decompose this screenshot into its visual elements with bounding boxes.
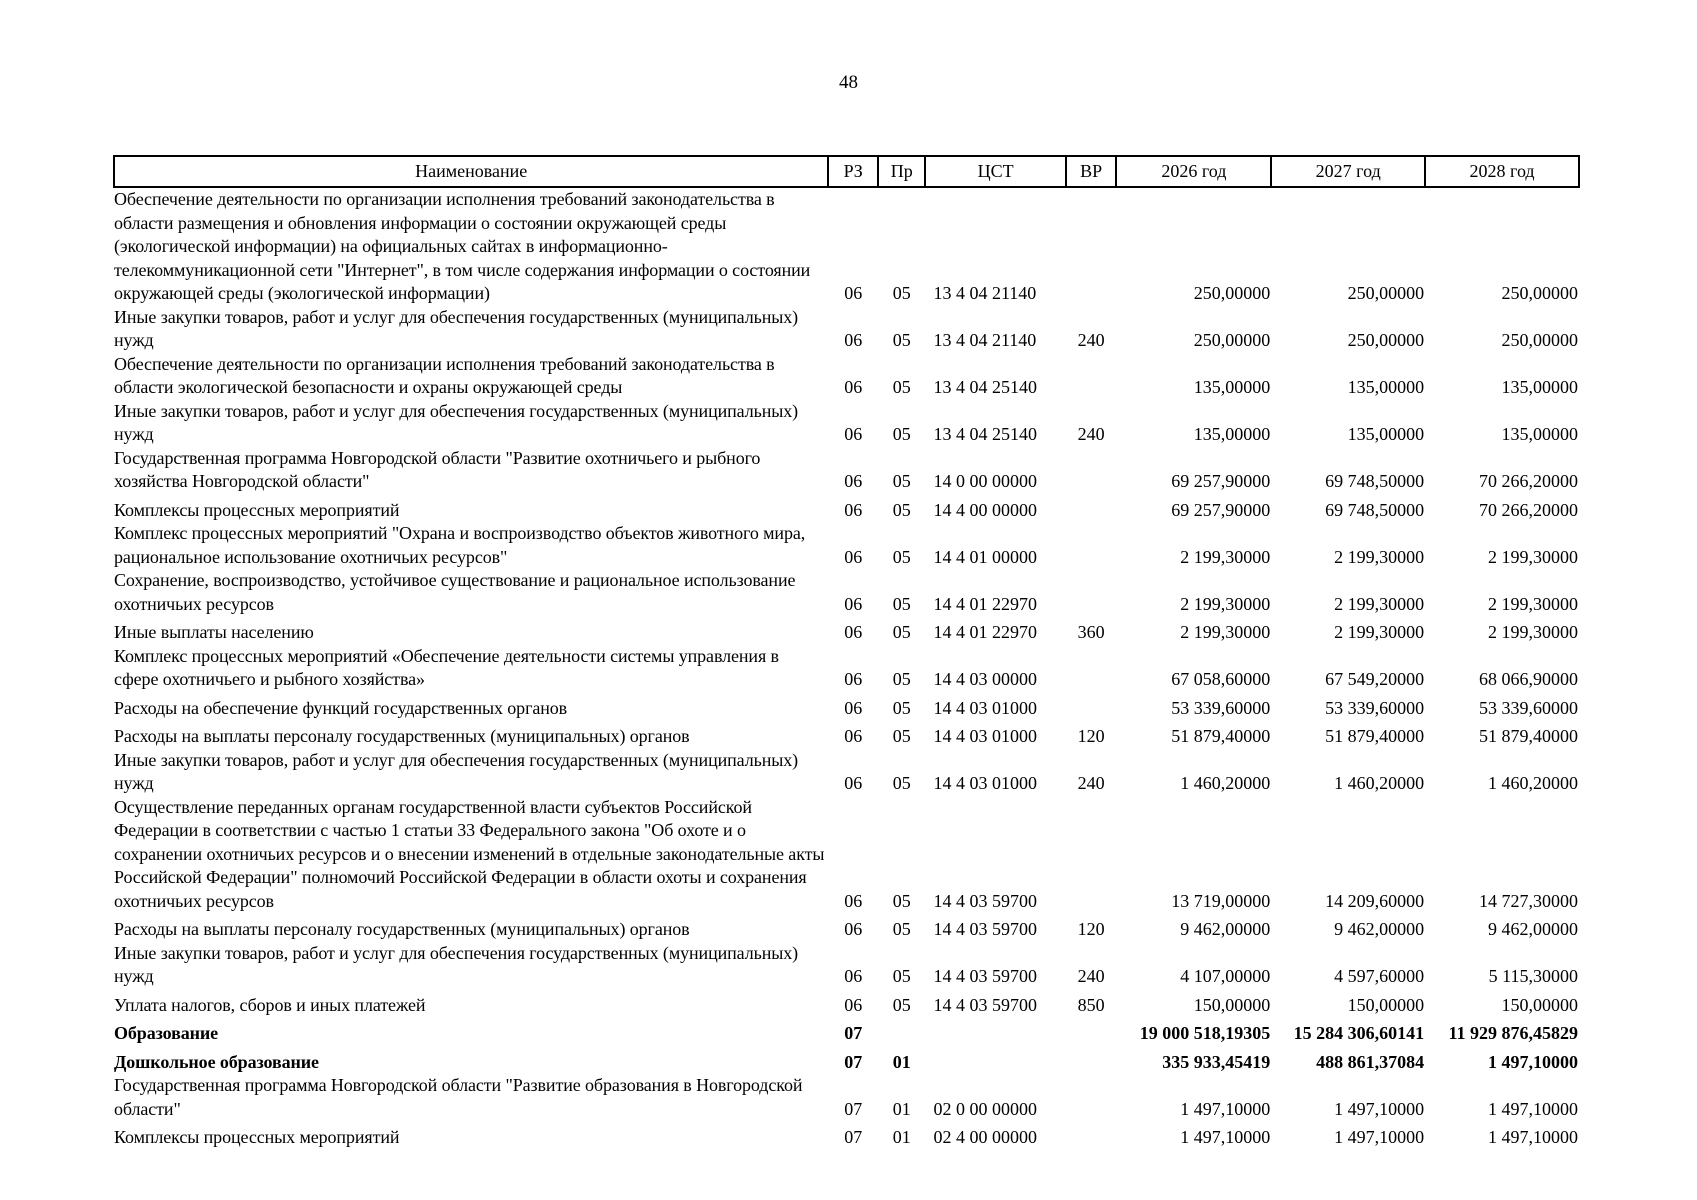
row-vr [1066, 1017, 1117, 1046]
row-cst: 02 4 00 00000 [933, 1127, 1037, 1147]
row-name: Комплекс процессных мероприятий "Охрана и воспроизводство объектов животного мира, рациональное использование охотничьих ресурсов" [114, 523, 806, 567]
row-cst: 13 4 04 21140 [933, 330, 1037, 350]
table-row [114, 645, 1579, 692]
row-2027: 2 199,30000 [1334, 593, 1425, 614]
row-2026: 1 460,20000 [1180, 773, 1271, 793]
row-2028: 2 199,30000 [1488, 546, 1578, 567]
row-2027: 150,00000 [1347, 994, 1425, 1015]
row-cst: 14 4 03 00000 [933, 669, 1037, 689]
row-2026: 69 257,90000 [1171, 471, 1271, 491]
row-cst: 14 4 00 00000 [933, 499, 1037, 520]
table-row [114, 913, 1579, 942]
row-2026: 19 000 518,19305 [1139, 1023, 1271, 1043]
row-vr: 240 [1077, 330, 1105, 350]
row-2026: 250,00000 [1193, 330, 1271, 350]
row-rz: 06 [844, 471, 863, 491]
row-2028: 51 879,40000 [1479, 726, 1578, 746]
row-rz: 06 [844, 622, 863, 642]
row-2028: 150,00000 [1501, 994, 1578, 1015]
row-name: Государственная программа Новгородской области "Развитие образования в Новгородской области" [114, 1075, 803, 1119]
row-2026: 67 058,60000 [1171, 669, 1271, 689]
row-rz: 06 [844, 773, 863, 793]
row-rz: 06 [844, 966, 863, 986]
table-row [114, 720, 1579, 749]
row-pr: 05 [892, 726, 911, 746]
row-2027: 14 209,60000 [1325, 890, 1425, 911]
row-2027: 51 879,40000 [1325, 726, 1425, 746]
row-2026: 135,00000 [1193, 424, 1271, 444]
row-rz: 06 [844, 994, 863, 1015]
row-2026: 4 107,00000 [1180, 966, 1271, 986]
row-2026: 150,00000 [1193, 994, 1271, 1015]
table-body [114, 187, 1579, 1150]
row-vr [1066, 569, 1117, 616]
header-name: Наименование [114, 156, 828, 187]
row-name: Обеспечение деятельности по организации исполнения требований законодательства в области экологической безопасности и охраны окружающей среды [114, 353, 775, 397]
page-number: 48 [839, 72, 858, 93]
row-2028: 14 727,30000 [1479, 890, 1578, 911]
row-vr [1066, 353, 1117, 400]
row-2028: 53 339,60000 [1479, 697, 1578, 718]
row-2027: 69 748,50000 [1325, 471, 1425, 491]
row-cst: 14 0 00 00000 [933, 471, 1037, 491]
header-2026: 2026 год [1116, 156, 1271, 187]
table-row [114, 494, 1579, 523]
row-cst: 02 0 00 00000 [933, 1098, 1037, 1119]
header-rz: РЗ [828, 156, 878, 187]
row-2026: 2 199,30000 [1180, 546, 1271, 567]
row-2027: 67 549,20000 [1325, 669, 1425, 689]
row-vr [1066, 187, 1117, 306]
row-pr: 05 [892, 773, 911, 793]
row-pr: 05 [892, 546, 911, 567]
header-vr: ВР [1066, 156, 1117, 187]
row-name: Комплекс процессных мероприятий «Обеспечение деятельности системы управления в сфере охотничьего и рыбного хозяйства» [114, 645, 779, 689]
table-row [114, 1121, 1579, 1150]
row-2028: 250,00000 [1501, 330, 1578, 350]
row-cst [925, 1046, 1065, 1075]
row-2027: 53 339,60000 [1325, 697, 1425, 718]
row-vr: 240 [1077, 424, 1105, 444]
row-pr: 05 [892, 622, 911, 642]
row-vr: 120 [1077, 726, 1105, 746]
row-name: Иные закупки товаров, работ и услуг для обеспечения государственных (муниципальных) нужд [114, 306, 799, 350]
row-pr: 05 [892, 593, 911, 614]
row-vr [1066, 522, 1117, 569]
row-pr: 01 [892, 1127, 911, 1147]
row-2028: 5 115,30000 [1488, 966, 1578, 986]
row-2028: 1 497,10000 [1488, 1051, 1578, 1072]
row-cst: 14 4 03 59700 [933, 919, 1037, 939]
table-row [114, 306, 1579, 353]
row-vr: 120 [1077, 919, 1105, 939]
row-cst: 14 4 03 01000 [933, 697, 1037, 718]
row-cst: 14 4 01 22970 [933, 622, 1037, 642]
row-vr [1066, 692, 1117, 721]
row-2026: 1 497,10000 [1180, 1098, 1271, 1119]
row-vr [1066, 1074, 1117, 1121]
row-rz: 06 [844, 726, 863, 746]
row-vr [1066, 447, 1117, 494]
row-2028: 11 929 876,45829 [1448, 1023, 1578, 1043]
row-rz: 06 [844, 593, 863, 614]
row-rz: 06 [844, 424, 863, 444]
row-2028: 1 460,20000 [1488, 773, 1578, 793]
row-pr: 05 [892, 499, 911, 520]
row-cst: 14 4 01 00000 [933, 546, 1037, 567]
row-2026: 1 497,10000 [1180, 1127, 1271, 1147]
row-name: Иные выплаты населению [114, 622, 314, 642]
table-row [114, 749, 1579, 796]
row-2028: 1 497,10000 [1488, 1127, 1578, 1147]
row-cst: 14 4 01 22970 [933, 593, 1037, 614]
row-2026: 335 933,45419 [1162, 1051, 1271, 1072]
row-cst: 14 4 03 59700 [933, 890, 1037, 911]
row-name: Обеспечение деятельности по организации исполнения требований законодательства в области размещения и обновления информации о состоянии окружающей среды (экологической информации) на официальных сайтах в информационно-телекоммуникационной сети "Интернет", в том числе содержания информации о состоянии окружающей среды (экологической информации) [114, 189, 811, 303]
row-name: Комплексы процессных мероприятий [114, 1127, 400, 1147]
row-pr: 05 [892, 669, 911, 689]
row-cst: 14 4 03 01000 [933, 773, 1037, 793]
row-2027: 135,00000 [1347, 377, 1425, 397]
budget-table [113, 155, 1580, 1150]
header-cst: ЦСТ [925, 156, 1065, 187]
header-2028: 2028 год [1425, 156, 1579, 187]
row-name: Государственная программа Новгородской области "Развитие охотничьего и рыбного хозяйства Новгородской области" [114, 447, 761, 491]
row-pr: 05 [892, 994, 911, 1015]
row-vr: 240 [1077, 773, 1105, 793]
row-2027: 250,00000 [1347, 330, 1425, 350]
row-rz: 06 [844, 377, 863, 397]
row-vr: 850 [1077, 994, 1105, 1015]
row-2027: 69 748,50000 [1325, 499, 1425, 520]
row-rz: 07 [844, 1023, 863, 1043]
table-header [114, 156, 1579, 187]
row-2026: 135,00000 [1193, 377, 1271, 397]
row-name: Иные закупки товаров, работ и услуг для обеспечения государственных (муниципальных) нужд [114, 942, 799, 986]
row-name: Уплата налогов, сборов и иных платежей [114, 994, 426, 1015]
row-name: Иные закупки товаров, работ и услуг для обеспечения государственных (муниципальных) нужд [114, 749, 799, 793]
row-vr: 360 [1077, 622, 1105, 642]
table-row [114, 616, 1579, 645]
row-pr: 05 [892, 283, 911, 303]
row-2028: 2 199,30000 [1488, 593, 1578, 614]
row-2026: 69 257,90000 [1171, 499, 1271, 520]
row-name: Осуществление переданных органам государственной власти субъектов Российской Федерации в соответствии с частью 1 статьи 33 Федерального закона "Об охоте и о сохранении охотничьих ресурсов и о внесении изменений в отдельные законодательные акты Российской Федерации" полномочий Российской Федерации в области охоты и сохранения охотничьих ресурсов [114, 796, 825, 911]
row-2028: 135,00000 [1501, 377, 1578, 397]
row-2027: 1 497,10000 [1334, 1098, 1425, 1119]
row-2026: 2 199,30000 [1180, 593, 1271, 614]
row-2028: 135,00000 [1501, 424, 1578, 444]
row-vr: 240 [1077, 966, 1105, 986]
row-pr: 05 [892, 919, 911, 939]
row-pr: 05 [892, 966, 911, 986]
row-2026: 250,00000 [1193, 283, 1271, 303]
row-2028: 250,00000 [1501, 283, 1578, 303]
header-pr: Пр [878, 156, 925, 187]
row-2027: 1 460,20000 [1334, 773, 1425, 793]
table-row [114, 1017, 1579, 1046]
row-pr: 05 [892, 890, 911, 911]
row-pr [878, 1017, 925, 1046]
row-2028: 2 199,30000 [1488, 622, 1578, 642]
row-name: Иные закупки товаров, работ и услуг для обеспечения государственных (муниципальных) нужд [114, 400, 799, 444]
table-row [114, 942, 1579, 989]
row-2027: 2 199,30000 [1334, 546, 1425, 567]
row-rz: 06 [844, 546, 863, 567]
table-row [114, 447, 1579, 494]
row-pr: 01 [892, 1098, 911, 1119]
row-vr [1066, 1121, 1117, 1150]
row-rz: 06 [844, 697, 863, 718]
row-2028: 9 462,00000 [1488, 919, 1578, 939]
row-pr: 05 [892, 697, 911, 718]
row-2028: 1 497,10000 [1488, 1098, 1578, 1119]
row-pr: 01 [892, 1051, 911, 1072]
row-name: Расходы на выплаты персоналу государственных (муниципальных) органов [114, 919, 690, 939]
table-row [114, 522, 1579, 569]
row-rz: 07 [844, 1127, 863, 1147]
table-row [114, 400, 1579, 447]
table-row [114, 187, 1579, 306]
table-row [114, 989, 1579, 1018]
row-name: Сохранение, воспроизводство, устойчивое существование и рациональное использование охотничьих ресурсов [114, 570, 796, 614]
row-2028: 68 066,90000 [1479, 669, 1578, 689]
table-row [114, 569, 1579, 616]
row-2026: 2 199,30000 [1180, 622, 1271, 642]
row-cst: 14 4 03 01000 [933, 726, 1037, 746]
table-row [114, 353, 1579, 400]
row-name: Образование [114, 1023, 219, 1043]
row-cst: 14 4 03 59700 [933, 966, 1037, 986]
row-2027: 2 199,30000 [1334, 622, 1425, 642]
row-rz: 06 [844, 283, 863, 303]
table-row [114, 1046, 1579, 1075]
row-rz: 06 [844, 919, 863, 939]
row-2027: 1 497,10000 [1334, 1127, 1425, 1147]
row-2027: 15 284 306,60141 [1293, 1023, 1425, 1043]
row-vr [1066, 494, 1117, 523]
row-cst: 13 4 04 21140 [933, 283, 1037, 303]
table-row [114, 796, 1579, 914]
row-vr [1066, 796, 1117, 914]
row-2026: 53 339,60000 [1171, 697, 1271, 718]
row-pr: 05 [892, 424, 911, 444]
row-rz: 06 [844, 330, 863, 350]
row-2027: 135,00000 [1347, 424, 1425, 444]
row-2027: 9 462,00000 [1334, 919, 1425, 939]
row-2028: 70 266,20000 [1479, 471, 1578, 491]
row-2027: 250,00000 [1347, 283, 1425, 303]
row-pr: 05 [892, 377, 911, 397]
row-name: Расходы на обеспечение функций государственных органов [114, 697, 568, 718]
row-name: Комплексы процессных мероприятий [114, 499, 400, 520]
row-rz: 06 [844, 669, 863, 689]
row-2028: 70 266,20000 [1479, 499, 1578, 520]
row-pr: 05 [892, 330, 911, 350]
table-row [114, 692, 1579, 721]
row-rz: 06 [844, 499, 863, 520]
row-2026: 9 462,00000 [1180, 919, 1271, 939]
row-rz: 07 [844, 1098, 863, 1119]
row-vr [1066, 1046, 1117, 1075]
row-vr [1066, 645, 1117, 692]
row-cst [925, 1017, 1065, 1046]
row-2026: 51 879,40000 [1171, 726, 1271, 746]
row-2027: 488 861,37084 [1316, 1051, 1425, 1072]
row-rz: 06 [844, 890, 863, 911]
row-cst: 13 4 04 25140 [933, 377, 1037, 397]
row-name: Расходы на выплаты персоналу государственных (муниципальных) органов [114, 726, 690, 746]
header-2027: 2027 год [1271, 156, 1425, 187]
row-rz: 07 [844, 1051, 863, 1072]
row-cst: 13 4 04 25140 [933, 424, 1037, 444]
row-cst: 14 4 03 59700 [933, 994, 1037, 1015]
row-2026: 13 719,00000 [1171, 890, 1271, 911]
row-name: Дошкольное образование [114, 1051, 319, 1072]
row-pr: 05 [892, 471, 911, 491]
table-row [114, 1074, 1579, 1121]
row-2027: 4 597,60000 [1334, 966, 1425, 986]
